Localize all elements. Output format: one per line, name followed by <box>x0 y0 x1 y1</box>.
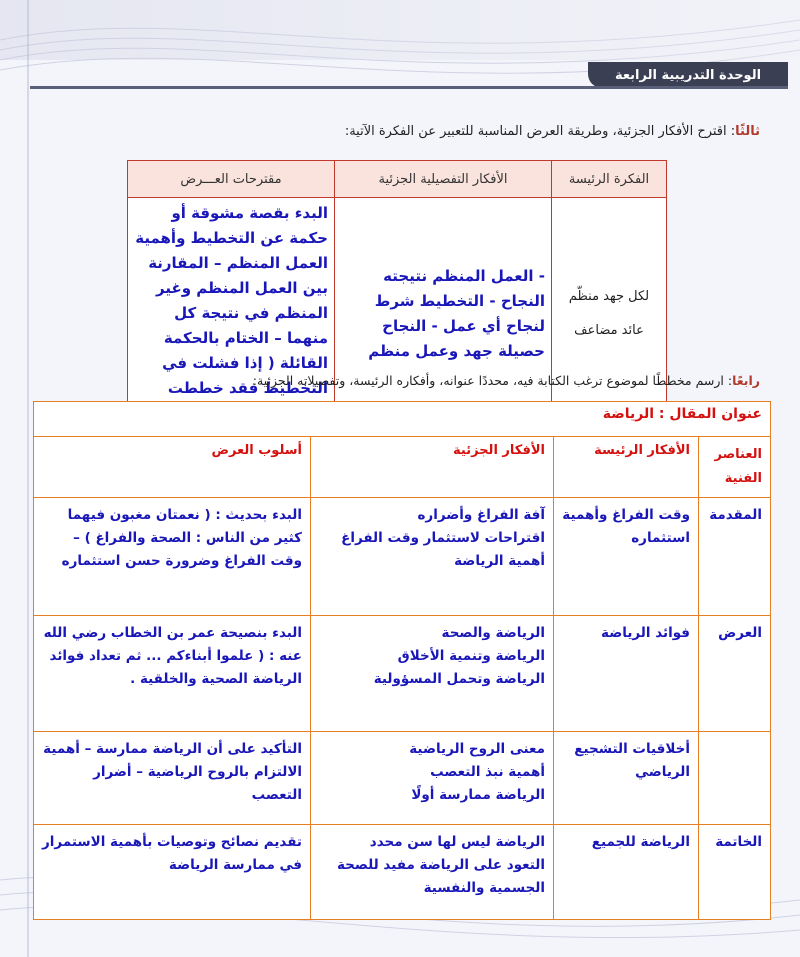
ideas-table-header <box>128 161 667 198</box>
sub-idea: أهمية نبذ التعصب <box>430 764 545 780</box>
header-main-ideas: الأفكار الرئيسة <box>554 437 699 498</box>
section4-lead: رابعًا <box>732 373 760 388</box>
style-cell: تقديم نصائح وتوصيات بأهمية الاستمرار في ممارسة الرياضة <box>34 825 311 920</box>
unit-title: الوحدة التدريبية الرابعة <box>614 67 762 83</box>
header-details: الأفكار التفصيلية الجزئية <box>335 161 552 198</box>
main-idea-cell: وقت الفراغ وأهمية استثماره <box>554 498 699 616</box>
section3-lead: ثالثًا <box>735 124 760 139</box>
sub-idea: آفة الفراغ وأضراره <box>417 507 545 523</box>
sub-idea: الرياضة ممارسة أولًا <box>411 787 545 803</box>
style-cell: البدء بنصيحة عمر بن الخطاب رضي الله عنه : ( علموا أبناءكم ... ثم تعداد فوائد الرياضة الصحية والخلقية . <box>34 616 311 732</box>
style-cell: التأكيد على أن الرياضة ممارسة – أهمية الالتزام بالروح الرياضية – أضرار التعصب <box>34 732 311 825</box>
sub-idea: الرياضة وتحمل المسؤولية <box>373 671 545 687</box>
header-presentation: مقترحات العـــرض <box>128 161 335 198</box>
sub-idea: الرياضة ليس لها سن محدد <box>369 834 545 850</box>
main-idea-cell: فوائد الرياضة <box>554 616 699 732</box>
sub-idea: اقتراحات لاستثمار وقت الفراغ <box>341 530 545 546</box>
main-idea-line: عائد مضاعف <box>574 322 644 338</box>
element-cell: الخاتمة <box>699 825 771 920</box>
table-row <box>34 498 771 616</box>
sub-ideas-cell <box>311 825 554 920</box>
header-divider <box>30 86 788 89</box>
element-cell: المقدمة <box>699 498 771 616</box>
main-idea-cell <box>552 198 667 430</box>
main-idea-cell: أخلاقيات التشجيع الرياضي <box>554 732 699 825</box>
main-idea-cell: الرياضة للجميع <box>554 825 699 920</box>
table-row <box>34 616 771 732</box>
sub-idea: معنى الروح الرياضية <box>409 741 545 757</box>
table-row <box>34 825 771 920</box>
section4-instruction <box>253 373 760 388</box>
ideas-table-row <box>128 198 667 430</box>
section3-instruction <box>345 124 760 139</box>
sub-idea: أهمية الرياضة <box>454 553 545 569</box>
presentation-cell: البدء بقصة مشوقة أو حكمة عن التخطيط وأهمية العمل المنظم – المقارنة بين العمل المنظم وغير المنظم في نتيجة كل منهما – الختام بالحكمة القائلة ( إذا فشلت في التخطيط فقد خططت <box>128 198 335 430</box>
table-row <box>34 732 771 825</box>
article-plan-header <box>34 437 771 498</box>
main-idea-line: لكل جهد منظّم <box>568 288 650 304</box>
article-title: عنوان المقال : الرياضة <box>34 402 771 437</box>
sub-ideas-cell <box>311 732 554 825</box>
element-cell: العرض <box>699 616 771 732</box>
sub-idea: الرياضة والصحة <box>441 625 545 641</box>
ideas-table <box>127 160 667 430</box>
header-elements: العناصر الفنية <box>699 437 771 498</box>
section3-text: : اقترح الأفكار الجزئية، وطريقة العرض المناسبة للتعبير عن الفكرة الآتية: <box>344 124 736 139</box>
sub-idea: الرياضة وتنمية الأخلاق <box>397 648 545 664</box>
unit-title-bar <box>588 62 788 88</box>
style-cell: البدء بحديث : ( نعمتان مغبون فيهما كثير من الناس : الصحة والفراغ ) – وقت الفراغ وضرورة حسن استثماره <box>34 498 311 616</box>
element-cell <box>699 732 771 825</box>
header-style: أسلوب العرض <box>34 437 311 498</box>
header-main-idea: الفكرة الرئيسة <box>552 161 667 198</box>
sub-idea: التعود على الرياضة مفيد للصحة الجسمية والنفسية <box>336 857 545 896</box>
sub-ideas-cell <box>311 616 554 732</box>
sub-ideas-cell <box>311 498 554 616</box>
section4-text: : ارسم مخططًا لموضوع ترغب الكتابة فيه، محددًا عنوانه، وأفكاره الرئيسة، وتفصيلاته الجزئية: <box>252 373 733 388</box>
header-sub-ideas: الأفكار الجزئية <box>311 437 554 498</box>
details-cell: - العمل المنظم نتيجته النجاح - التخطيط شرط لنجاح أي عمل - النجاح حصيلة جهد وعمل منظم <box>335 198 552 430</box>
article-title-row <box>34 402 771 437</box>
article-plan-table <box>33 401 771 920</box>
